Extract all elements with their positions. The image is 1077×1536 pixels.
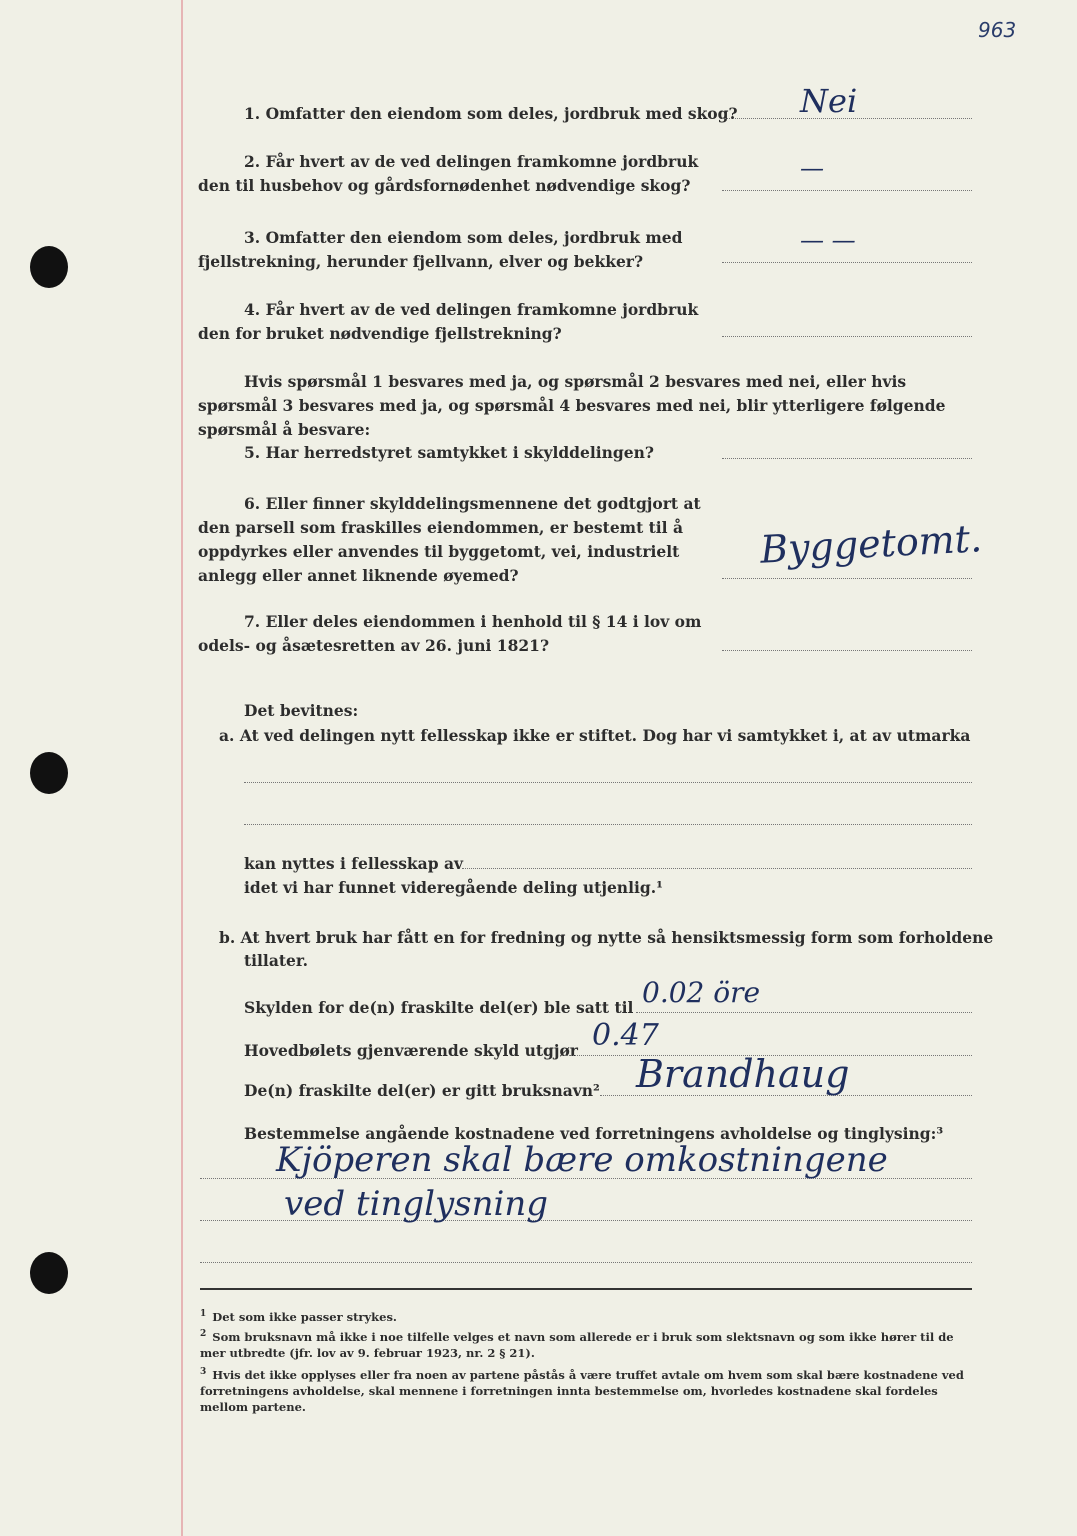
question-2: 2. Får hvert av de ved delingen framkomne jordbruk den til husbehov og gårdsfornødenhet nødvendige skog? xyxy=(198,152,699,195)
attest-a-line: a. At ved delingen nytt fellesskap ikke er stiftet. Dog har vi samtykket i, at av utmarka xyxy=(219,726,971,745)
skyld-label: Skylden for de(n) fraskilte del(er) ble satt til xyxy=(244,998,634,1017)
attest-a-shared-line xyxy=(462,868,972,869)
attest-a-shared: kan nyttes i fellesskap av xyxy=(244,854,463,873)
answer-6: Byggetomt. xyxy=(759,516,984,572)
punch-hole-icon xyxy=(30,1252,68,1294)
navn-value: Brandhaug xyxy=(636,1052,850,1096)
instruction-text: Hvis spørsmål 1 besvares med ja, og spørsmål 2 besvares med nei, eller hvis spørsmål 3 besvares med ja, og spørsmål 4 besvares med nei, blir ytterligere følgende spørsmål å besvare: xyxy=(198,372,946,439)
attest-a-blank-2 xyxy=(244,824,972,825)
attest-a-blank-1 xyxy=(244,782,972,783)
page-number: 963 xyxy=(978,18,1017,42)
answer-line-4 xyxy=(722,336,972,337)
question-3: 3. Omfatter den eiendom som deles, jordbruk med fjellstrekning, herunder fjellvann, elver og bekker? xyxy=(198,228,683,271)
answer-line-7 xyxy=(722,650,972,651)
navn-label: De(n) fraskilte del(er) er gitt bruksnavn² xyxy=(244,1081,600,1100)
kost-value-2: ved tinglysning xyxy=(284,1184,549,1224)
skyld-value: 0.02 öre xyxy=(642,976,761,1009)
question-1: 1. Omfatter den eiendom som deles, jordbruk med skog? xyxy=(244,104,738,123)
kost-line-3 xyxy=(200,1262,972,1263)
kost-label: Bestemmelse angående kostnadene ved forretningens avholdelse og tinglysing:³ xyxy=(244,1124,944,1143)
footnote-1: $^1$ Det som ikke passer strykes. xyxy=(200,1309,397,1324)
punch-hole-icon xyxy=(30,246,68,288)
kost-value-1: Kjöperen skal bære omkostningene xyxy=(276,1140,888,1180)
answer-1: Nei xyxy=(800,82,858,120)
attest-heading: Det bevitnes: xyxy=(244,701,359,720)
skyld-line xyxy=(636,1012,972,1013)
attest-b-line-2: tillater. xyxy=(244,951,309,970)
question-6: 6. Eller finner skylddelingsmennene det godtgjort at den parsell som fraskilles eiendommen, er bestemt til å oppdyrkes eller anvendes til byggetomt, vei, industrielt anlegg eller annet liknende øyemed? xyxy=(198,494,701,585)
footnote-2: $^2$ Som bruksnavn må ikke i noe tilfelle velges et navn som allerede er i bruk som slektsnavn og som ikke hører til de mer utbredte (jfr. lov av 9. februar 1923, nr. 2 § 21). xyxy=(200,1329,954,1360)
answer-line-2 xyxy=(722,190,972,191)
answer-3: — — xyxy=(800,226,856,254)
question-4: 4. Får hvert av de ved delingen framkomne jordbruk den for bruket nødvendige fjellstrekning? xyxy=(198,300,699,343)
question-5: 5. Har herredstyret samtykket i skylddelingen? xyxy=(244,443,654,462)
attest-b-line-1: b. At hvert bruk har fått en for fredning og nytte så hensiktsmessig form som forholdene xyxy=(219,928,994,947)
answer-line-3 xyxy=(722,262,972,263)
answer-line-6 xyxy=(722,578,972,579)
question-7: 7. Eller deles eiendommen i henhold til § 14 i lov om odels- og åsætesretten av 26. juni 1821? xyxy=(198,612,702,655)
hoved-label: Hovedbølets gjenværende skyld utgjør xyxy=(244,1041,578,1060)
answer-line-5 xyxy=(722,458,972,459)
footnote-3: $^3$ Hvis det ikke opplyses eller fra noen av partene påstås å være truffet avtale om hvem som skal bære kostnadene ved forretningens avholdelse, skal mennene i forretningen innta bestemmelse om, hvorledes kostnadene skal fordeles mellom partene. xyxy=(200,1367,964,1414)
attest-a-end: idet vi har funnet videregående deling utjenlig.¹ xyxy=(244,878,663,897)
footnote-divider xyxy=(200,1288,972,1290)
margin-line xyxy=(181,0,183,1536)
punch-hole-icon xyxy=(30,752,68,794)
answer-2: — xyxy=(800,154,824,182)
hoved-value: 0.47 xyxy=(592,1018,659,1053)
